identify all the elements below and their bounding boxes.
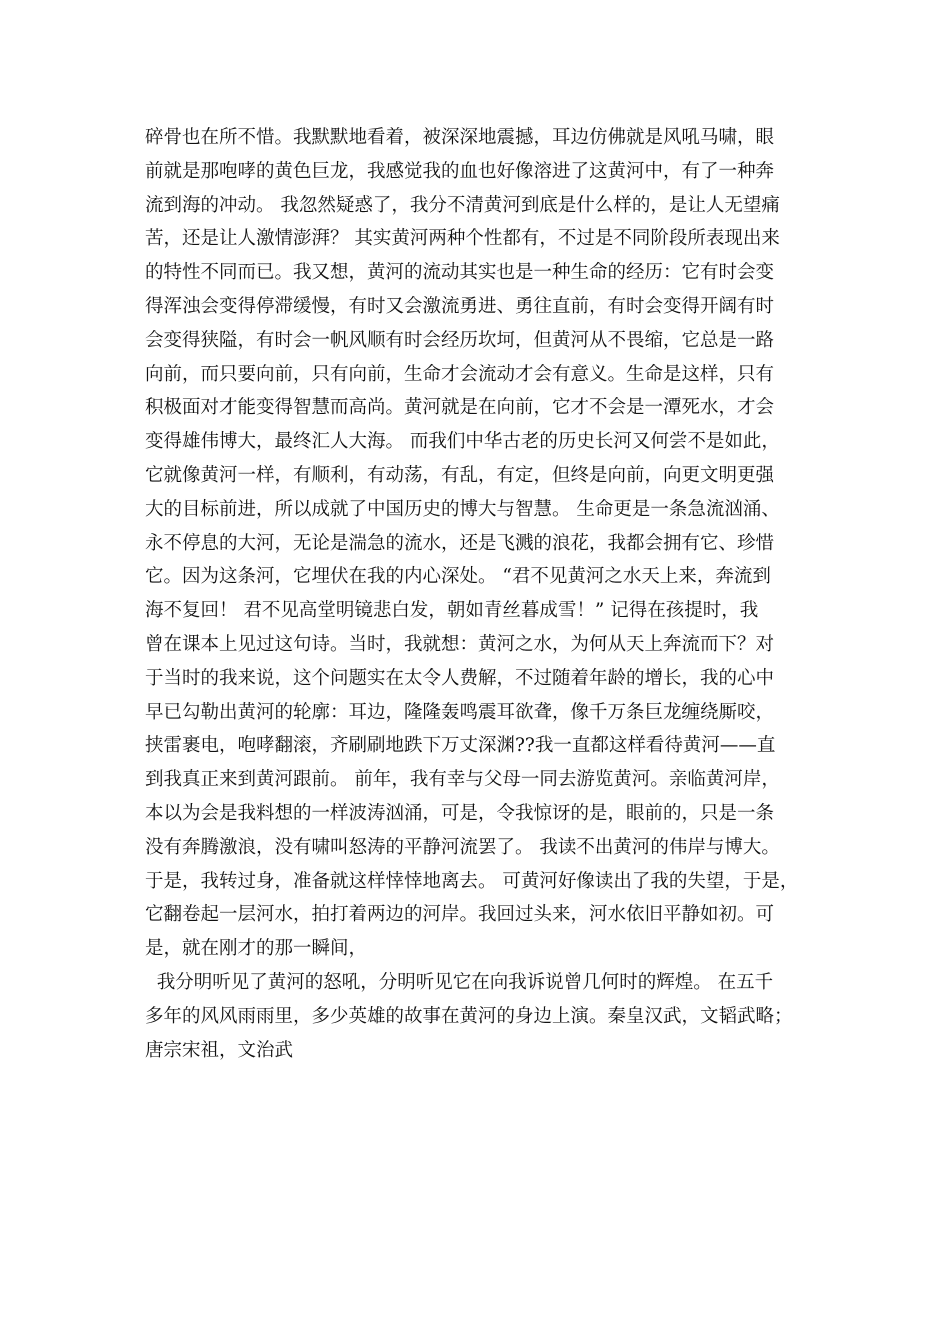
text-line: 于当时的我来说，这个问题实在太令人费解，不过随着年龄的增长，我的心中 [145, 667, 775, 689]
text-line: 碎骨也在所不惜。我默默地看着，被深深地震撼，耳边仿佛就是风吼马啸，眼 [145, 127, 775, 148]
text-line: 流到海的冲动。 我忽然疑惑了，我分不清黄河到底是什么样的，是让人无望痛 [145, 194, 780, 216]
text-line: 曾在课本上见过这句诗。当时，我就想：黄河之水，为何从天上奔流而下？对 [145, 633, 775, 655]
text-line: 永不停息的大河，无论是湍急的流水，还是飞溅的浪花，我都会拥有它、珍惜 [145, 532, 775, 554]
text-line: 前就是那咆哮的黄色巨龙，我感觉我的血也好像溶进了这黄河中，有了一种奔 [145, 160, 775, 182]
text-line: 它翻卷起一层河水，拍打着两边的河岸。我回过头来，河水依旧平静如初。可 [145, 904, 775, 926]
text-line: 我分明听见了黄河的怒吼，分明听见它在向我诉说曾几何时的辉煌。 在五千 [145, 971, 774, 993]
text-line: 挟雷裹电，咆哮翻滚，齐刷刷地跌下万丈深渊??我一直都这样看待黄河——直 [145, 735, 776, 757]
text-line: 得浑浊会变得停滞缓慢，有时又会激流勇进、勇往直前，有时会变得开阔有时 [145, 295, 775, 317]
text-line: 海不复回！ 君不见高堂明镜悲白发，朝如青丝暮成雪！” 记得在孩提时，我 [145, 600, 759, 622]
text-line: 向前，而只要向前，只有向前，生命才会流动才会有意义。生命是这样，只有 [145, 363, 775, 385]
text-line: 是，就在刚才的那一瞬间， [145, 938, 368, 960]
text-line: 没有奔腾激浪，没有啸叫怒涛的平静河流罢了。 我读不出黄河的伟岸与博大。 [145, 836, 780, 858]
text-line: 积极面对才能变得智慧而高尚。黄河就是在向前，它才不会是一潭死水，才会 [145, 397, 775, 419]
text-line: 它就像黄河一样，有顺利，有动荡，有乱，有定，但终是向前，向更文明更强 [145, 464, 775, 486]
text-line: 会变得狭隘，有时会一帆风顺有时会经历坎坷，但黄河从不畏缩，它总是一路 [145, 329, 775, 351]
text-line: 早已勾勒出黄河的轮廓：耳边，隆隆轰鸣震耳欲聋，像千万条巨龙缠绕厮咬， [145, 701, 775, 723]
text-line: 的特性不同而已。我又想，黄河的流动其实也是一种生命的经历：它有时会变 [145, 262, 775, 284]
text-line: 唐宗宋祖，文治武 [145, 1039, 294, 1061]
text-line: 苦，还是让人激情澎湃？ 其实黄河两种个性都有，不过是不同阶段所表现出来 [145, 228, 780, 250]
text-line: 它。因为这条河，它埋伏在我的内心深处。 “君不见黄河之水天上来，奔流到 [145, 566, 771, 588]
text-line: 多年的风风雨雨里，多少英雄的故事在黄河的身边上演。秦皇汉武，文韬武略； [145, 1005, 793, 1027]
text-line: 大的目标前进，所以成就了中国历史的博大与智慧。 生命更是一条急流汹涌、 [145, 498, 780, 520]
text-line: 本以为会是我料想的一样波涛汹涌，可是，令我惊讶的是，眼前的，只是一条 [145, 802, 775, 824]
text-line: 变得雄伟博大，最终汇人大海。 而我们中华古老的历史长河又何尝不是如此， [145, 431, 780, 453]
text-line: 到我真正来到黄河跟前。 前年，我有幸与父母一同去游览黄河。亲临黄河岸， [145, 769, 780, 791]
body-text [145, 121, 825, 1067]
text-line: 于是，我转过身，准备就这样悻悻地离去。 可黄河好像读出了我的失望，于是， [145, 870, 799, 892]
